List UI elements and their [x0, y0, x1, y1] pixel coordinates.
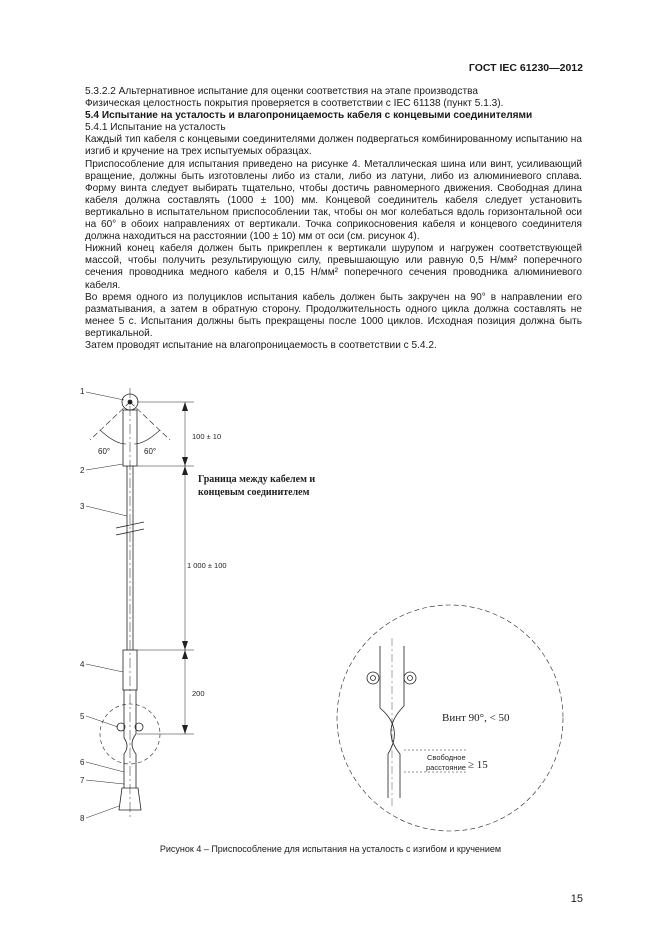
clause-5-4-heading: 5.4 Испытание на усталость и влагопроницаемость кабеля с концевыми соединителями [85, 110, 533, 122]
callout-1: 1 [80, 387, 85, 396]
clause-5-4-1-heading: 5.4.1 Испытание на усталость [85, 122, 226, 134]
detail-roller-left-center [371, 676, 376, 681]
angle-label-left: 60° [98, 447, 111, 456]
boundary-label-line2: концевым соединителем [198, 487, 310, 498]
callout-3: 3 [80, 502, 85, 511]
detail-roller-left [367, 672, 379, 684]
document-header: ГОСТ IEC 61230—2012 [468, 62, 583, 74]
paragraph-fixture: Приспособление для испытания приведено на рисунке 4. Металлическая шина или винт, усиливающий вращение, должны быть изготовлены либо из стали, либо из латуни, либо из алюминиевого сплава. Форму винта следует выбирать тщательно, чтобы достичь равномерного движения. Свободная длина кабеля должна составлять (1000 ± 100) мм. Концевой соединитель кабеля следует установить вертикально в испытательном приспособлении так, чтобы он мог колебаться вдоль горизонтальной оси на 60° в обоих направлениях от вертикали. Точка соприкосновения кабеля и концевого соединителя должна находиться на расстоянии (100 ± 10) мм от оси (см. рисунок 4). [85, 158, 582, 243]
dimension-middle-label: 1 000 ± 100 [187, 561, 227, 570]
document-body [85, 86, 582, 352]
detail-free-label-line1: Свободное [427, 753, 466, 762]
detail-free-label-line2: расстояние [426, 763, 466, 772]
callout-6: 6 [80, 758, 85, 767]
callout-8: 8 [80, 814, 85, 823]
dimension-bottom-label: 200 [192, 689, 205, 698]
callout-4: 4 [80, 660, 85, 669]
paragraph-moisture: Затем проводят испытание на влагопроницаемость в соответствии с 5.4.2. [85, 339, 437, 351]
boundary-label-line1: Граница между кабелем и [198, 474, 316, 485]
callout-2: 2 [80, 466, 85, 475]
paragraph-half-cycle: Во время одного из полуциклов испытания кабель должен быть закручен на 90° в направлении его разматывания, а затем в обратную сторону. Продолжительность одного цикла должна составлять не менее 5 с. Испытания должны быть прекращены после 1000 циклов. Исходная позиция должна быть вертикальной. [85, 291, 582, 339]
detail-roller-right-center [408, 676, 413, 681]
clause-5-3-2-2: 5.3.2.2 Альтернативное испытание для оценки соответствия на этапе производства [85, 86, 478, 97]
page-number: 15 [570, 893, 583, 905]
figure-4-diagram [60, 378, 600, 838]
paragraph-lower-end: Нижний конец кабеля должен быть прикреплен к вертикали шурупом и нагружен соответствующей массой, чтобы получить результирующую силу, превышающую или равную 0,5 Н/мм² поперечного сечения проводника медного кабеля и 0,15 Н/мм² поперечного сечения проводника алюминиевого кабеля. [85, 243, 582, 291]
detail-roller-right [404, 672, 416, 684]
callout-7: 7 [80, 776, 85, 785]
paragraph-test-types: Каждый тип кабеля с концевыми соединителями должен подвергаться комбинированному испытанию на изгиб и кручение на трех испытуемых образцах. [85, 134, 582, 158]
figure-caption: Рисунок 4 – Приспособление для испытания на усталость с изгибом и кручением [159, 844, 502, 854]
detail-screw-label: Винт 90°, < 50 [442, 712, 510, 724]
dimension-top-label: 100 ± 10 [192, 432, 222, 441]
detail-free-value: ≥ 15 [468, 759, 488, 771]
callout-5: 5 [80, 712, 85, 721]
paragraph-integrity: Физическая целостность покрытия проверяется в соответствии с IEC 61138 (пункт 5.1.3). [85, 98, 504, 110]
angle-arc-left [100, 430, 126, 444]
angle-label-right: 60° [144, 447, 157, 456]
angle-arc-right [134, 430, 160, 444]
